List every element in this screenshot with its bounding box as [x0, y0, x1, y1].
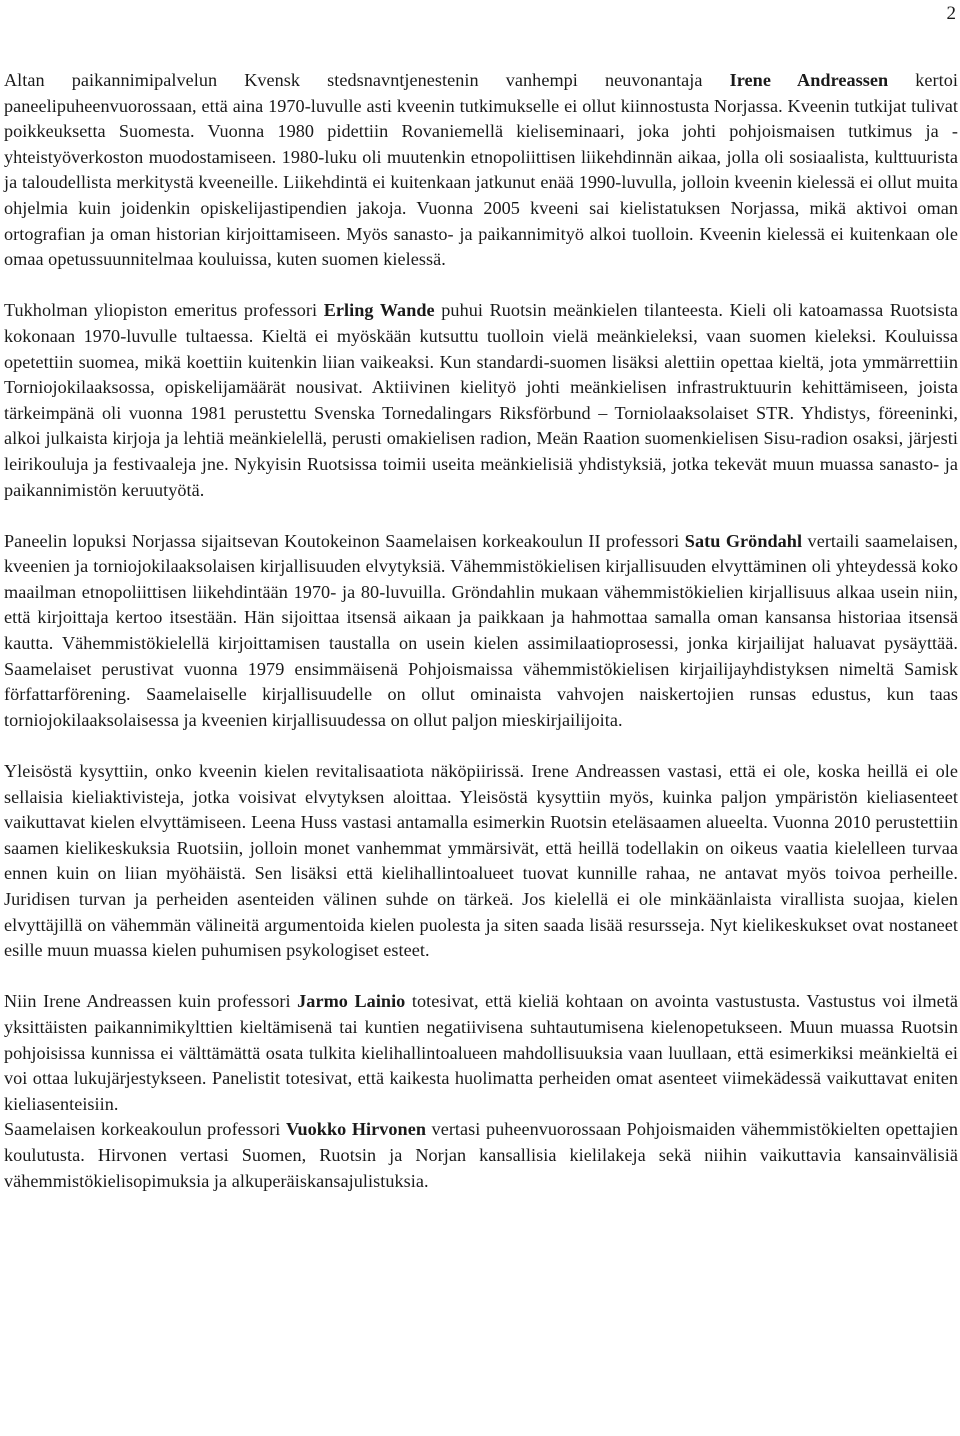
- text-segment: Niin Irene Andreassen kuin professori: [4, 991, 298, 1012]
- speaker-name: Vuokko Hirvonen: [285, 1119, 426, 1140]
- speaker-name: Satu Gröndahl: [684, 530, 803, 551]
- speaker-name: Jarmo Lainio: [297, 991, 406, 1012]
- speaker-name: Erling Wande: [323, 300, 435, 321]
- page-number: 2: [946, 3, 956, 24]
- document-body: [4, 68, 958, 1194]
- text-segment: puhui Ruotsin meänkielen tilanteesta. Kieli oli katoamassa Ruotsista kokonaan 1970-luvulle tultaessa. Kieltä ei myöskään kutsuttu tuolloin vielä meänkieleksi, vaan suomen kieleksi. Kouluissa opetettiin suomea, mikä koettiin kuitenkin liian vaikeaksi. Kun standardi-suomen lisäksi alettiin opettaa kieltä, jota ymmärrettiin Torniojokilaaksossa, opiskelijamäärät nousivat. Aktiivinen kielityö johti meänkielisen infrastruktuurin kehittämiseen, joista tärkeimpänä oli vuonna 1981 perustettu Svenska Tornedalingars Riksförbund – Torniolaaksolaiset STR. Yhdistys, föreeninki, alkoi julkaista kirjoja ja lehtiä meänkielellä, perusti omakielisen radion, Meän Raation suomenkielisen Sisu-radion osaksi, järjesti leirikouluja ja festivaaleja jne. Nykyisin Ruotsissa toimii useita meänkielisiä yhdistyksiä, jotka tekevät muun muassa sanasto- ja paikannimistön keruutyötä.: [4, 300, 958, 500]
- text-segment: Paneelin lopuksi Norjassa sijaitsevan Koutokeinon Saamelaisen korkeakoulun II professori: [4, 530, 685, 551]
- text-segment: Altan paikannimipalvelun Kvensk stedsnavntjenestenin vanhempi neuvonantaja: [4, 70, 730, 90]
- text-segment: vertaili saamelaisen, kveenien ja torniojokilaaksolaisen kirjallisuuden elvytyksiä. Vähemmistökielisen kirjallisuuden elvyttäminen oli yhteydessä koko maailman etnopoliittisen liikehdintään 1970- ja 80-luvuilla. Gröndahlin mukaan vähemmistökielien kirjallisuus alkaa usein niin, että kirjoittaja kertoo itsestään. Hän sijoittaa itsensä aikaan ja paikkaan ja hahmottaa samalla oman kansansa historiaa itsensä kautta. Vähemmistökielellä kirjoittamisen taustalla on usein kielen assimilaatioprosessi, jonka kirjailijat haluavat pysäyttää. Saamelaiset perustivat vuonna 1979 ensimmäisenä Pohjoismaissa vähemmistökielisen kirjailijayhdistyksen nimeltä Samisk författarförening. Saamelaiselle kirjallisuudelle on ollut ominaista vahvojen naiskertojien runsas edustus, kun taas torniojokilaaksolaisessa ja kveenien kirjallisuudessa on ollut paljon mieskirjailijoita.: [4, 530, 958, 730]
- paragraph-audience: [4, 759, 958, 964]
- paragraph-andreassen: [4, 68, 958, 273]
- paragraph-grondahl: [4, 529, 958, 734]
- text-segment: Saamelaisen korkeakoulun professori: [4, 1119, 286, 1140]
- paragraph-hirvonen: [4, 1117, 958, 1194]
- text-segment: vertasi puheenvuorossaan Pohjoismaiden vähemmistökielten opettajien koulutusta. Hirvonen vertasi Suomen, Ruotsin ja Norjan kansallisia kielilakeja sekä niihin vaikuttavia kansainvälisiä vähemmistökielisopimuksia ja alkuperäiskansajulistuksia.: [4, 1119, 958, 1191]
- text-segment: kertoi paneelipuheenvuorossaan, että aina 1970-luvulle asti kveenin tutkimukselle ei ollut kiinnostusta Norjassa. Kveenin tutkijat tulivat poikkeuksetta Suomesta. Vuonna 1980 pidettiin Rovaniemellä kieliseminaari, joka johti pohjoismaisen tutkimus ja -yhteistyöverkoston muodostamiseen. 1980-luku oli muutenkin etnopoliittisen liikehdinnän aikaa, jolla oli sosiaalista, kulttuurista ja taloudellista merkitystä kveeneille. Liikehdintä ei kuitenkaan jatkunut enää 1990-luvulla, jolloin kveenin kielessä ei ollut muita ohjelmia kuin joidenkin opiskelijastipendien jakoja. Vuonna 2005 kveeni sai kielistatuksen Norjassa, mikä aktivoi oman ortografian ja oman historian kirjoittamiseen. Myös sanasto- ja paikannimityö alkoi tuolloin. Kveenin kielessä ei kuitenkaan ole omaa opetussuunnitelmaa kouluissa, kuten suomen kielessä.: [4, 70, 959, 270]
- text-segment: totesivat, että kieliä kohtaan on avointa vastustusta. Vastustus voi ilmetä yksittäisten paikannimikylttien kieltämisenä tai kuntien negatiivisena suhtautumisena kielenopetukseen. Muun muassa Ruotsin pohjoisissa kunnissa ei välttämättä osata tulkita kielihallintoalueen mahdollisuuksia vaan luullaan, että esimerkiksi meänkieltä ei voi ottaa lukujärjestykseen. Panelistit totesivat, että kaikesta huolimatta perheiden omat asenteet viimekädessä vaikuttavat eniten kieliasenteisiin.: [4, 991, 959, 1114]
- paragraph-lainio: [4, 989, 958, 1117]
- text-segment: Yleisöstä kysyttiin, onko kveenin kielen revitalisaatiota näköpiirissä. Irene Andreassen vastasi, että ei ole, koska heillä ei ole sellaisia kieliaktivisteja, jotka voisivat elvytyksen aloittaa. Yleisöstä kysyttiin myös, kuinka paljon ympäristön kieliasenteet vaikuttavat kielen elvyttämiseen. Leena Huss vastasi antamalla esimerkin Ruotsin eteläsaamen alueelta. Vuonna 2010 perustettiin saamen kielikeskuksia Ruotsiin, jolloin monet vanhemmat ymmärsivät, että heillä todellakin on oikeus vaatia kielelleen turvaa ennen kuin on liian myöhäistä. Sen lisäksi että kielihallintoalueet tuovat kunnille rahaa, ne antavat myös toivoa perheille. Juridisen turvan ja perheiden asenteiden välinen suhde on tärkeä. Jos kielellä ei ole minkäänlaista virallista suojaa, kielen elvyttäjillä on vähemmän välineitä argumentoida kielen puolesta ja siten saada lisää resursseja. Nyt kielikeskukset ovat nostaneet esille muun muassa kielen puhumisen psykologiset esteet.: [4, 761, 958, 961]
- speaker-name: Irene Andreassen: [729, 70, 889, 90]
- text-segment: Tukholman yliopiston emeritus professori: [4, 300, 324, 321]
- paragraph-wande: [4, 298, 958, 503]
